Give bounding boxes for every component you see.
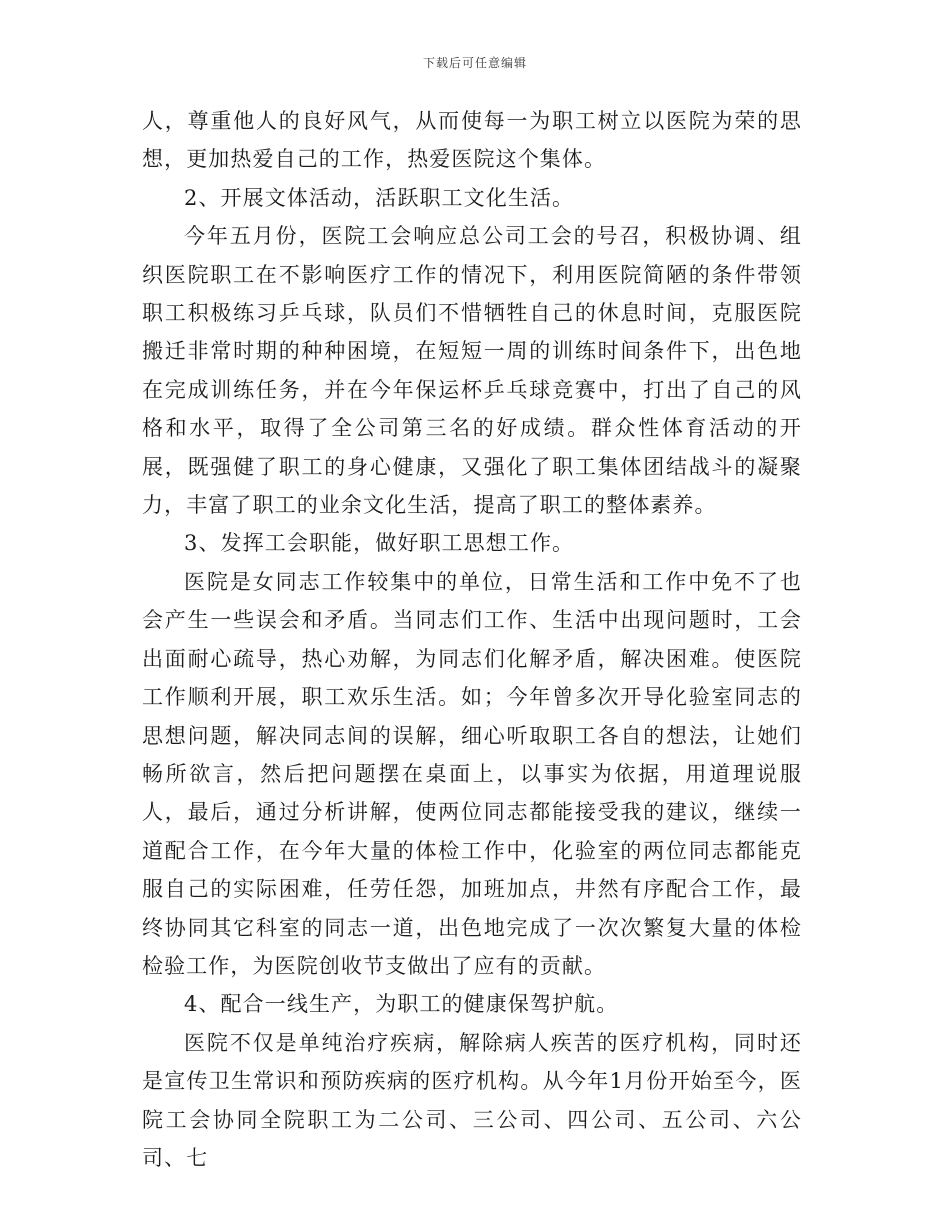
paragraph: 医院是女同志工作较集中的单位，日常生活和工作中免不了也会产生一些误会和矛盾。当同志们工作、生活中出现问题时，工会出面耐心疏导，热心劝解，为同志们化解矛盾，解决困难。使医院工作顺利开展，职工欢乐生活。如；今年曾多次开导化验室同志的思想问题，解决同志间的误解，细心听取职工各自的想法，让她们畅所欲言，然后把问题摆在桌面上，以事实为依据，用道理说服人，最后，通过分析讲解，使两位同志都能接受我的建议，继续一道配合工作，在今年大量的体检工作中，化验室的两位同志都能克服自己的实际困难，任劳任怨，加班加点，井然有序配合工作，最终协同其它科室的同志一道，出色地完成了一次次繁复大量的体检检验工作，为医院创收节支做出了应有的贡献。 (142, 569, 802, 978)
section-heading-3: 3、发挥工会职能，做好职工思想工作。 (184, 531, 575, 556)
paragraph: 医院不仅是单纯治疗疾病，解除病人疾苦的医疗机构，同时还是宣传卫生常识和预防疾病的医疗机构。从今年1月份开始至今，医院工会协同全院职工为二公司、三公司、四公司、五公司、六公司、七 (142, 1030, 802, 1170)
paragraph: 今年五月份，医院工会响应总公司工会的号召，积极协调、组织医院职工在不影响医疗工作的情况下，利用医院简陋的条件带领职工积极练习乒乓球，队员们不惜牺牲自己的休息时间，克服医院搬迁非常时期的种种困境，在短短一周的训练时间条件下，出色地在完成训练任务，并在今年保运杯乒乓球竞赛中，打出了自己的风格和水平，取得了全公司第三名的好成绩。群众性体育活动的开展，既强健了职工的身心健康，又强化了职工集体团结战斗的凝聚力，丰富了职工的业余文化生活，提高了职工的整体素养。 (142, 224, 802, 518)
paragraph: 人，尊重他人的良好风气，从而使每一为职工树立以医院为荣的思想，更加热爱自己的工作，热爱医院这个集体。 (142, 109, 802, 172)
section-heading-2: 2、开展文体活动，活跃职工文化生活。 (184, 185, 575, 210)
document-body (142, 102, 802, 1177)
section-heading-4: 4、配合一线生产，为职工的健康保驾护航。 (184, 992, 619, 1017)
page-header-note: 下载后可任意编辑 (422, 56, 527, 70)
